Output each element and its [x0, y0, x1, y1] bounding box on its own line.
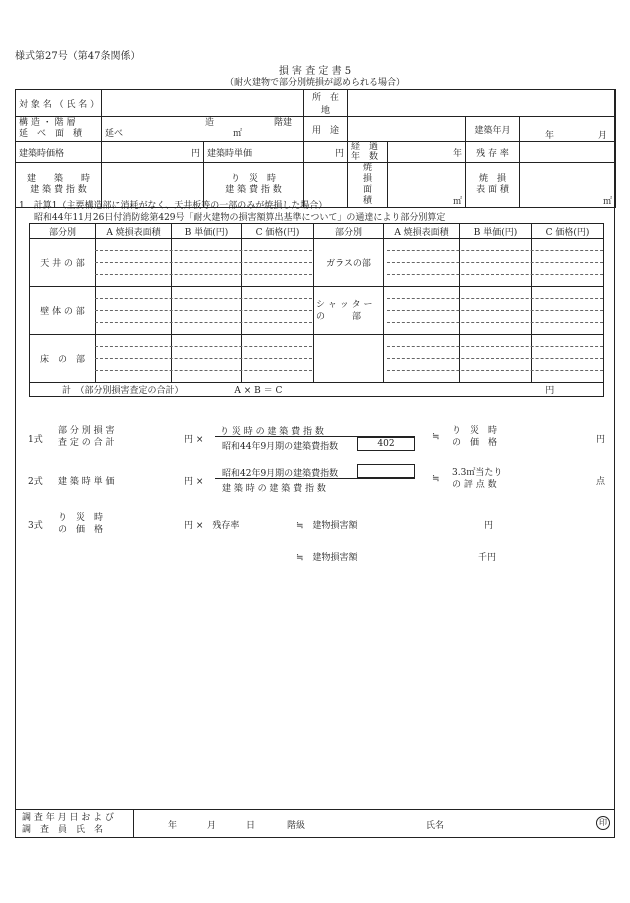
document-subtitle: （耐火建物で部分別焼損が認められる場合） — [224, 78, 405, 88]
col-b: B 単価(円) — [172, 224, 242, 239]
target-name-label: 対 象 名 （ 氏 名 ） — [16, 90, 102, 117]
burn-area-field[interactable]: ㎡ — [388, 163, 466, 208]
f2-approx: ≒ — [432, 474, 440, 484]
f4-result: ≒ 建物損害額 — [296, 553, 358, 563]
target-name-field[interactable] — [102, 90, 304, 117]
build-price-label: 建築時価格 — [16, 142, 102, 163]
use-field[interactable] — [348, 117, 466, 142]
dashed-rule — [95, 358, 312, 359]
survey-label: 調 査 年 月 日 お よ び 調 査 員 氏 名 — [22, 813, 115, 835]
row-ceiling: 天 井 の 部 — [30, 239, 96, 287]
dashed-rule — [387, 358, 603, 359]
f2-denominator: 建 築 時 の 建 築 費 指 数 — [222, 484, 326, 494]
f3-result: ≒ 建物損害額 — [296, 521, 358, 531]
dashed-rule — [95, 274, 312, 275]
burn-surface-label: 焼 損 表 面 積 — [466, 163, 520, 208]
f3-op: 円 × 残存率 — [184, 521, 240, 531]
structure-field[interactable]: 造 階建 延べ ㎡ — [102, 117, 304, 142]
dashed-rule — [95, 310, 312, 311]
elapsed-years-label: 経 過 年 数 — [348, 142, 388, 163]
built-date-label: 建築年月 — [466, 117, 520, 142]
dashed-rule — [387, 262, 603, 263]
header-row-1 — [16, 90, 616, 117]
f1-approx: ≒ — [432, 432, 440, 442]
footer-divider — [133, 809, 134, 838]
f2-unit: 点 — [596, 477, 606, 487]
dashed-rule — [387, 298, 603, 299]
build-unit-price-label: 建築時単価 — [204, 142, 304, 163]
dashed-rule — [95, 370, 312, 371]
dashed-rule — [387, 322, 603, 323]
col-c: C 価格(円) — [242, 224, 314, 239]
f1-unit: 円 — [596, 435, 606, 445]
f3-name: り 災 時 の 価 格 — [58, 513, 104, 535]
document-title: 損 害 査 定 書 5 — [278, 66, 352, 77]
f3-unit: 円 — [484, 521, 494, 531]
f1-denominator: 昭和44年9月期の建築費指数 — [222, 442, 339, 452]
build-price-field[interactable]: 円 — [102, 142, 204, 163]
calc1-note: 昭和44年11月26日付消防総第429号「耐火建物の損害額算出基準について」の通達により部分別算定 — [34, 213, 446, 223]
location-field[interactable] — [348, 90, 616, 117]
col-c-2: C 価格(円) — [532, 224, 604, 239]
cell-blank — [314, 335, 384, 383]
footer-day: 日 — [246, 821, 256, 831]
row-shutter: シ ャ ッ タ ー の 部 — [314, 287, 384, 335]
f4-unit: 千円 — [478, 553, 497, 563]
calc1-heading: 1 計算1（主要構造部に消耗がなく、天井板等の一部のみが焼損した場合） — [19, 201, 328, 211]
dashed-rule — [95, 322, 312, 323]
header-table — [15, 89, 616, 208]
footer-rule — [15, 809, 615, 810]
built-date-field[interactable]: 年 月 — [520, 117, 616, 142]
dashed-rule — [95, 250, 312, 251]
f2-label: 2式 — [28, 477, 43, 487]
residual-rate-label: 残 存 率 — [466, 142, 520, 163]
elapsed-years-field[interactable]: 年 — [388, 142, 466, 163]
dashed-rule — [387, 250, 603, 251]
residual-rate-field[interactable] — [520, 142, 616, 163]
f3-label: 3式 — [28, 521, 43, 531]
location-label: 所 在 地 — [304, 90, 348, 117]
col-part-2: 部分別 — [314, 224, 384, 239]
structure-label: 構 造 ・ 階 層 延 べ 面 積 — [16, 117, 102, 142]
f1-result: り 災 時 の 価 格 — [452, 426, 498, 448]
dashed-rule — [95, 262, 312, 263]
row-floor: 床 の 部 — [30, 335, 96, 383]
burn-surface-field[interactable]: ㎡ — [520, 163, 616, 208]
header-row-3 — [16, 142, 616, 163]
dashed-rule — [387, 346, 603, 347]
calc1-total: 計 （部分別損害査定の合計） A × B ＝ C 円 — [30, 383, 604, 397]
f2-name: 建 築 時 単 価 — [58, 477, 115, 487]
col-part: 部分別 — [30, 224, 96, 239]
footer-rank: 階級 — [287, 821, 306, 831]
f2-numerator: 昭和42年9月期の建築費指数 — [222, 469, 339, 479]
f2-fraction-bar — [215, 478, 415, 479]
footer-year: 年 — [168, 821, 178, 831]
f1-label: 1式 — [28, 435, 43, 445]
col-a: A 焼損表面積 — [96, 224, 172, 239]
header-row-2 — [16, 117, 616, 142]
calc1-total-row — [30, 383, 604, 397]
build-unit-price-field[interactable]: 円 — [304, 142, 348, 163]
seal-icon: 印 — [596, 816, 610, 830]
f2-op: 円 × — [184, 477, 204, 487]
f1-denominator-value: 402 — [357, 437, 415, 451]
form-number: 様式第27号（第47条関係） — [15, 51, 141, 62]
footer-name: 氏名 — [426, 821, 445, 831]
f1-name: 部 分 別 損 害 査 定 の 合 計 — [58, 426, 115, 448]
dashed-rule — [387, 370, 603, 371]
f1-numerator: り 災 時 の 建 築 費 指 数 — [220, 427, 324, 437]
calc1-header-row — [30, 224, 604, 239]
col-a-2: A 焼損表面積 — [384, 224, 460, 239]
build-index-label: 建 築 時 建 築 費 指 数 — [16, 163, 102, 208]
fire-index-label: り 災 時 建 築 費 指 数 — [204, 163, 304, 208]
col-b-2: B 単価(円) — [460, 224, 532, 239]
f2-numerator-box[interactable] — [357, 464, 415, 478]
row-wall: 壁 体 の 部 — [30, 287, 96, 335]
use-label: 用 途 — [304, 117, 348, 142]
dashed-rule — [387, 274, 603, 275]
dashed-rule — [95, 346, 312, 347]
f2-result: 3.3㎡当たり の 評 点 数 — [452, 468, 503, 490]
burn-area-label: 焼 損 面 積 — [348, 163, 388, 208]
footer-month: 月 — [207, 821, 217, 831]
row-glass: ガラスの部 — [314, 239, 384, 287]
f1-op: 円 × — [184, 435, 204, 445]
dashed-rule — [95, 298, 312, 299]
dashed-rule — [387, 310, 603, 311]
